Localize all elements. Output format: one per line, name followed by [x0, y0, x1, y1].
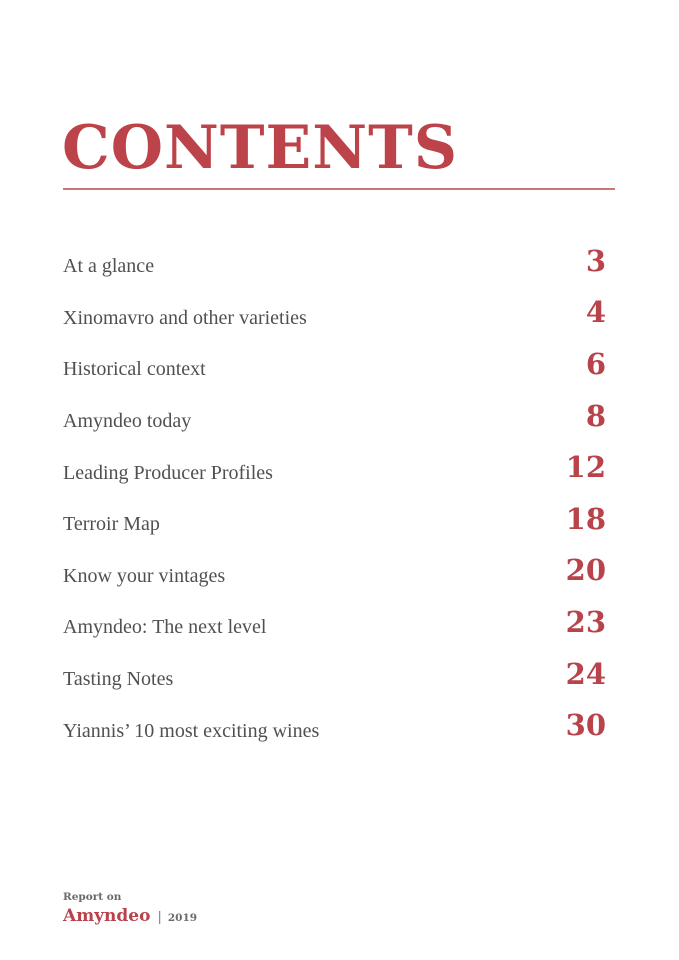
toc-entry-page-number: 30: [565, 708, 606, 743]
toc-entry-label: Leading Producer Profiles: [63, 461, 273, 484]
toc-entry[interactable]: [63, 651, 606, 703]
toc-entry-label: At a glance: [63, 255, 155, 278]
toc-entry-label: Amyndeo today: [63, 410, 192, 433]
footer-kicker: Report on: [63, 891, 122, 903]
toc-entry[interactable]: [63, 702, 606, 754]
toc-entry-label: Terroir Map: [63, 513, 160, 536]
toc-entry-label: Historical context: [63, 358, 206, 381]
toc-entry[interactable]: [63, 599, 606, 651]
toc-entry-label: Know your vintages: [63, 564, 226, 587]
toc-entry-page-number: 4: [585, 295, 606, 330]
toc-entry-page-number: 12: [565, 450, 606, 485]
toc-entry-page-number: 20: [565, 553, 606, 588]
toc-entry-page-number: 24: [565, 656, 606, 691]
report-footer: [63, 890, 197, 926]
toc-entry-page-number: 6: [585, 346, 606, 381]
toc-entry-page-number: 8: [585, 398, 606, 433]
toc-entry-page-number: 3: [585, 243, 606, 278]
toc-entry[interactable]: [63, 548, 606, 600]
toc-entry[interactable]: [63, 393, 606, 445]
toc-entry-page-number: 23: [565, 604, 606, 639]
toc-entry-label: Amyndeo: The next level: [63, 616, 267, 639]
toc-entry-label: Yiannis’ 10 most exciting wines: [63, 719, 320, 742]
footer-separator: |: [157, 910, 162, 925]
footer-year: 2019: [167, 912, 198, 924]
toc-entry[interactable]: [63, 496, 606, 548]
title-divider: [63, 188, 615, 190]
page-title: CONTENTS: [62, 113, 459, 183]
toc-entry-label: Tasting Notes: [63, 668, 174, 691]
toc-entry[interactable]: [63, 290, 606, 342]
footer-report-name: Amyndeo: [63, 906, 151, 926]
footer-line: [63, 906, 197, 926]
table-of-contents: [63, 238, 606, 754]
toc-entry[interactable]: [63, 341, 606, 393]
toc-entry-label: Xinomavro and other varieties: [63, 306, 307, 329]
toc-entry[interactable]: [63, 444, 606, 496]
toc-entry[interactable]: [63, 238, 606, 290]
toc-entry-page-number: 18: [565, 501, 606, 536]
